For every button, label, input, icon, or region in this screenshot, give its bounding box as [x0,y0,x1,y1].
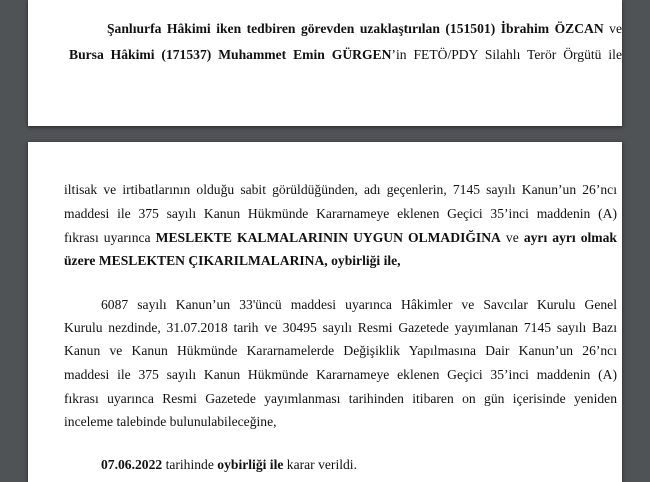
decision-date: 07.06.2022 [101,457,163,472]
text: karar verildi. [283,457,357,472]
text: ve [603,21,622,36]
bold-text: oybirliği ile [217,457,284,472]
text-line: 6087 sayılı Kanun’un 33'üncü maddesi uyarınca Hâkimler ve Savcılar Kurulu Genel [101,297,617,312]
bold-text: üzere MESLEKTEN ÇIKARILMALARINA, oybirliği ile, [64,253,401,268]
text-line: maddesi ile 375 sayılı Kanun Hükmünde Kararnameye eklenen Geçici 35’inci maddenin (A) [64,367,617,382]
text: tarihinde [162,457,218,472]
document-page-2 [28,142,622,482]
text-line: Kurulu nezdinde, 31.07.2018 tarih ve 30495 sayılı Resmi Gazetede yayımlanan 7145 sayılı Bazı [64,320,617,335]
text: ve [500,230,524,245]
document-page-1 [28,0,622,126]
bold-text: ayrı ayrı olmak [523,230,617,245]
text-line: inceleme talebinde bulunulabileceğine, [64,414,277,429]
text-line [64,230,617,246]
text: ’in FETÖ/PDY Silahlı Terör Örgütü ile [391,47,622,62]
bold-text: MESLEKTE KALMALARININ UYGUN OLMADIĞINA [155,230,501,245]
text-line: fıkrası uyarınca Resmi Gazetede yayımlanması tarihinden itibaren on gün içerisinde yeniden [64,391,617,406]
text-line: maddesi ile 375 sayılı Kanun Hükmünde Kararnameye eklenen Geçici 35’inci maddenin (A) [64,206,617,221]
text-line [107,21,622,37]
text: fıkrası uyarınca [64,230,156,245]
bold-text: Bursa Hâkimi (171537) Muhammet Emin GÜRGEN [69,47,392,62]
decision-line [101,457,357,473]
bold-text: Şanlıurfa Hâkimi iken tedbiren görevden uzaklaştırılan (151501) İbrahim ÖZCAN [107,21,604,36]
text-line: iltisak ve irtibatlarının olduğu sabit görüldüğünden, adı geçenlerin, 7145 sayılı Kanun’un 26’ncı [64,182,617,197]
text-line [69,47,622,63]
text-line: Kanun ve Kanun Hükmünde Kararnamelerde Değişiklik Yapılmasına Dair Kanun’un 26’ncı [64,343,617,358]
text-line [64,253,401,269]
